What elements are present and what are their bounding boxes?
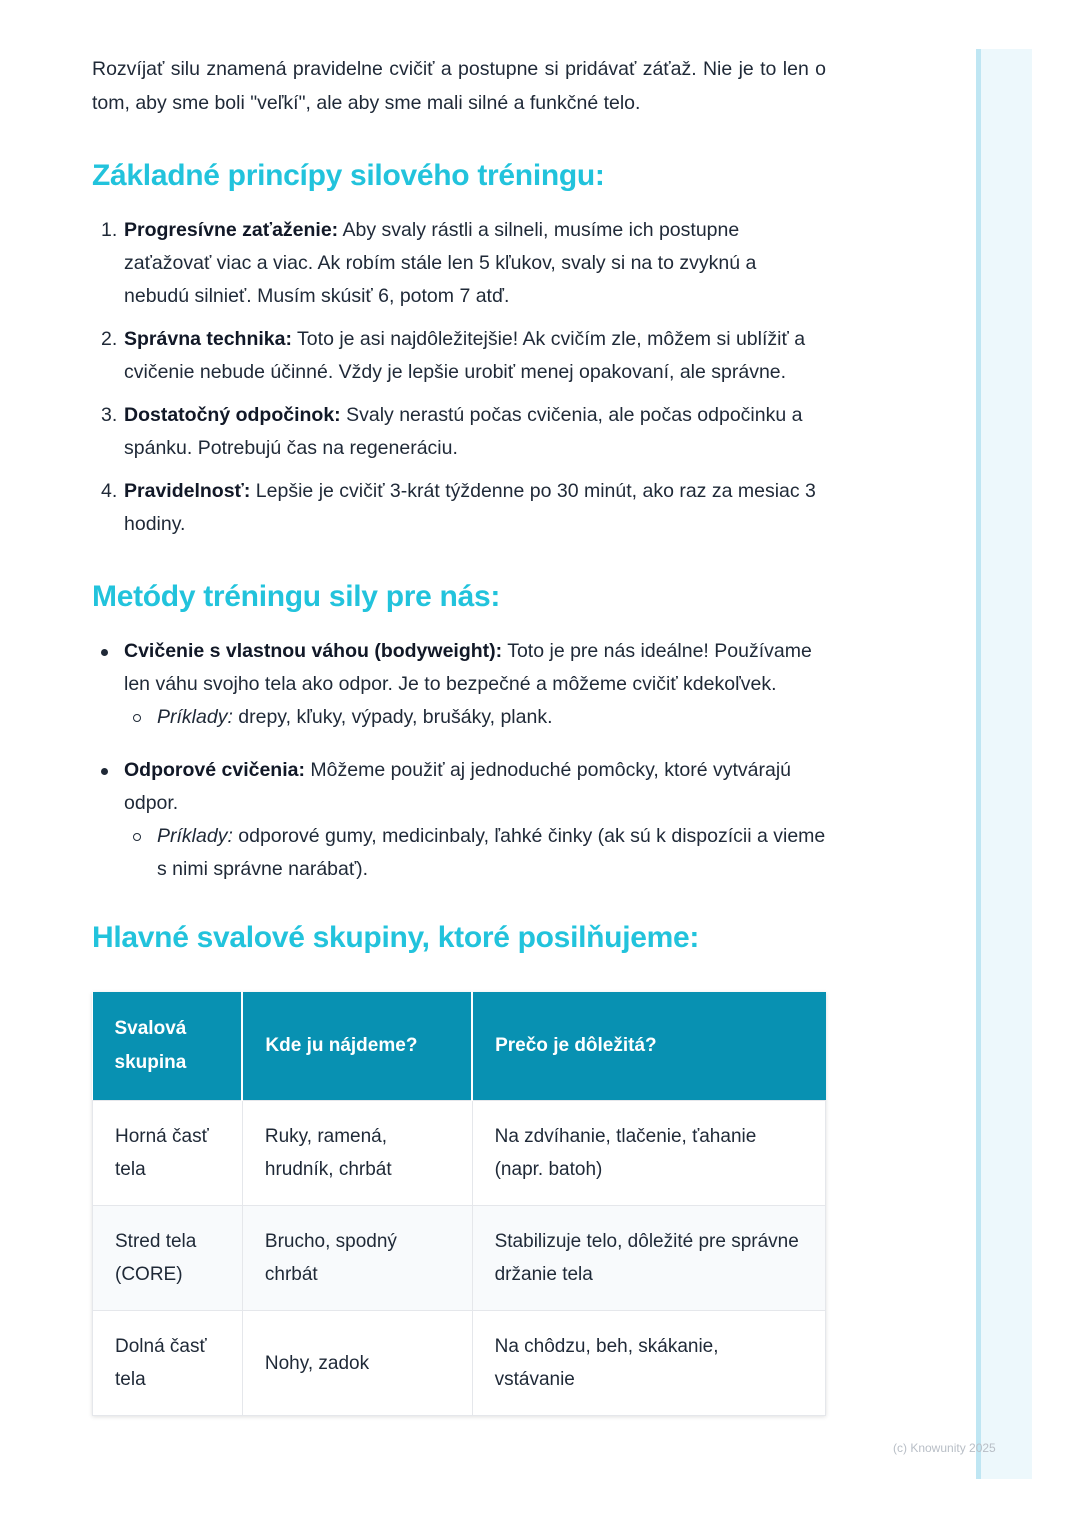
column-header: Kde ju nájdeme? xyxy=(242,992,472,1101)
watermark: (c) Knowunity 2025 xyxy=(893,1441,996,1455)
table-cell: Horná časť tela xyxy=(93,1101,243,1206)
principles-heading: Základné princípy silového tréningu: xyxy=(92,159,605,192)
intro-paragraph: Rozvíjať silu znamená pravidelne cvičiť a postupne si pridávať záťaž. Nie je to len o tom, aby sme boli "veľkí", ale aby sme mali silné a funkčné telo. xyxy=(92,58,826,114)
bullet-icon xyxy=(101,649,108,656)
bullet-icon xyxy=(101,768,108,775)
principle-item: 3. Dostatočný odpočinok: Svaly nerastú počas cvičenia, ale počas odpočinku a spánku. Potrebujú čas na regeneráciu. xyxy=(101,404,803,459)
principle-title: Správna technika: xyxy=(124,328,292,350)
table-header-row xyxy=(93,992,826,1101)
principle-title: Pravidelnosť: xyxy=(124,480,251,502)
table-cell: Na zdvíhanie, tlačenie, ťahanie (napr. batoh) xyxy=(472,1101,825,1206)
table-row xyxy=(93,1101,826,1206)
method-text: Môžeme použiť aj jednoduché pomôcky, ktoré vytvárajú odpor. xyxy=(124,759,792,814)
table-cell: Stred tela (CORE) xyxy=(93,1206,243,1311)
table-cell: Ruky, ramená, hrudník, chrbát xyxy=(242,1101,472,1206)
groups-heading: Hlavné svalové skupiny, ktoré posilňujeme: xyxy=(92,921,700,954)
muscle-groups-table xyxy=(92,992,826,1416)
circle-bullet-icon xyxy=(133,714,141,722)
examples-text: drepy, kľuky, výpady, brušáky, plank. xyxy=(232,706,553,728)
table-cell: Brucho, spodný chrbát xyxy=(242,1206,472,1311)
examples-label: Príklady: xyxy=(157,825,233,847)
method-text: Toto je pre nás ideálne! Používame len váhu svojho tela ako odpor. Je to bezpečné a môžeme cvičiť kdekoľvek. xyxy=(124,640,812,695)
table-row xyxy=(93,1311,826,1416)
table-cell: Nohy, zadok xyxy=(242,1311,472,1416)
principle-text: Aby svaly rástli a silneli, musíme ich postupne zaťažovať viac a viac. Ak robím stále len 5 kľukov, svaly si na to zvyknú a nebudú silnieť. Musím skúsiť 6, potom 7 atď. xyxy=(124,219,757,307)
table-row xyxy=(93,1206,826,1311)
table-cell: Na chôdzu, beh, skákanie, vstávanie xyxy=(472,1311,825,1416)
principle-title: Progresívne zaťaženie: xyxy=(124,219,339,241)
methods-list xyxy=(92,635,826,886)
principle-item: 2. Správna technika: Toto je asi najdôležitejšie! Ak cvičím zle, môžem si ublížiť a cvičenie nebude účinné. Vždy je lepšie urobiť menej opakovaní, ale správne. xyxy=(101,328,806,383)
column-header: Svalová skupina xyxy=(93,992,243,1101)
principle-item: 4. Pravidelnosť: Lepšie je cvičiť 3-krát týždenne po 30 minút, ako raz za mesiac 3 hodiny. xyxy=(101,480,816,535)
principle-text: Toto je asi najdôležitejšie! Ak cvičím zle, môžem si ublížiť a cvičenie nebude účinné. Vždy je lepšie urobiť menej opakovaní, ale správne. xyxy=(124,328,806,383)
side-panel xyxy=(976,49,1032,1479)
method-title: Cvičenie s vlastnou váhou (bodyweight): xyxy=(124,640,503,662)
examples-label: Príklady: xyxy=(157,706,233,728)
document-content xyxy=(92,52,826,1416)
examples-text: odporové gumy, medicinbaly, ľahké činky (ak sú k dispozícii a vieme s nimi správne narábať). xyxy=(157,825,826,880)
table-cell: Stabilizuje telo, dôležité pre správne držanie tela xyxy=(472,1206,825,1311)
principle-text: Svaly nerastú počas cvičenia, ale počas odpočinku a spánku. Potrebujú čas na regeneráciu. xyxy=(124,404,803,459)
principles-list xyxy=(92,214,826,541)
principle-title: Dostatočný odpočinok: xyxy=(124,404,341,426)
circle-bullet-icon xyxy=(133,833,141,841)
method-title: Odporové cvičenia: xyxy=(124,759,305,781)
method-item xyxy=(92,754,826,886)
method-item xyxy=(92,635,826,734)
methods-heading: Metódy tréningu sily pre nás: xyxy=(92,580,501,613)
principle-item: 1. Progresívne zaťaženie: Aby svaly rástli a silneli, musíme ich postupne zaťažovať viac a viac. Ak robím stále len 5 kľukov, svaly si na to zvyknú a nebudú silnieť. Musím skúsiť 6, potom 7 atď. xyxy=(101,219,757,307)
table-cell: Dolná časť tela xyxy=(93,1311,243,1416)
method-examples xyxy=(124,820,826,886)
method-examples xyxy=(124,701,826,734)
principle-text: Lepšie je cvičiť 3-krát týždenne po 30 minút, ako raz za mesiac 3 hodiny. xyxy=(124,480,816,535)
column-header: Prečo je dôležitá? xyxy=(472,992,825,1101)
